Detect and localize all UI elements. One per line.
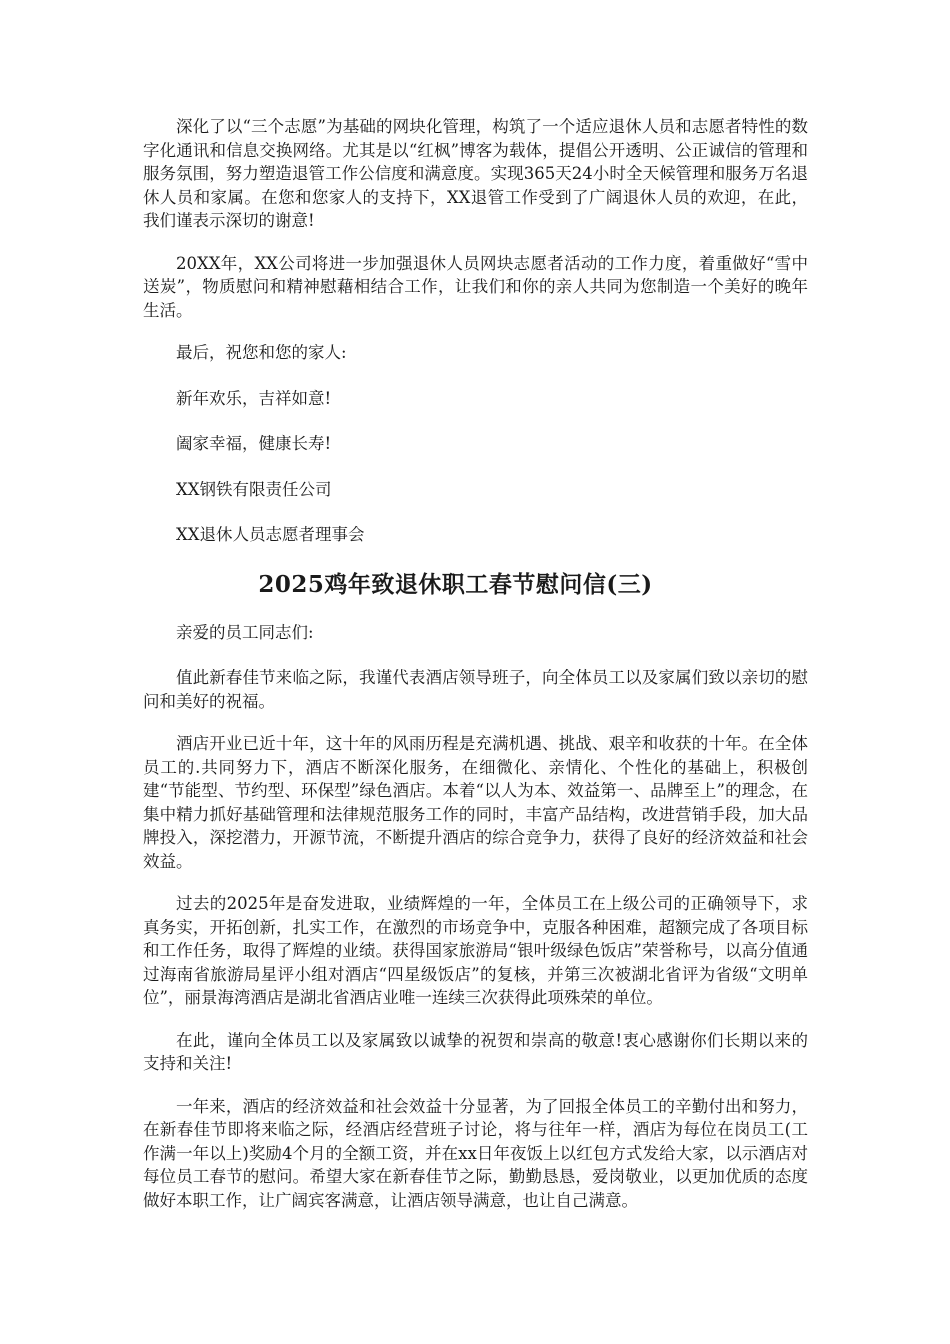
paragraph: 深化了以“三个志愿”为基础的网块化管理，构筑了一个适应退休人员和志愿者特性的数字化通讯和信息交换网络。尤其是以“红枫”博客为载体，提倡公开透明、公正诚信的管理和服务氛围，努力塑造退管工作公信度和满意度。实现365天24小时全天候管理和服务万名退休人员和家属。在您和您家人的支持下，XX退管工作受到了广阔退休人员的欢迎，在此，我们谨表示深切的谢意! (143, 117, 808, 230)
paragraph: 在此，谨向全体员工以及家属致以诚挚的祝贺和崇高的敬意!衷心感谢你们长期以来的支持和关注! (143, 1030, 808, 1073)
paragraph: 值此新春佳节来临之际，我谨代表酒店领导班子，向全体员工以及家属们致以亲切的慰问和美好的祝福。 (143, 668, 808, 711)
paragraph: 酒店开业已近十年，这十年的风雨历程是充满机遇、挑战、艰辛和收获的十年。在全体员工的.共同努力下，酒店不断深化服务，在细微化、亲情化、个性化的基础上，积极创建“节能型、节约型、环保型”绿色酒店。本着“以人为本、效益第一、品牌至上”的理念，在集中精力抓好基础管理和法律规范服务工作的同时，丰富产品结构，改进营销手段，加大品牌投入，深挖潜力，开源节流，不断提升酒店的综合竞争力，获得了良好的经济效益和社会效益。 (143, 734, 808, 871)
paragraph: 20XX年，XX公司将进一步加强退休人员网块志愿者活动的工作力度，着重做好“雪中送炭”，物质慰问和精神慰藉相结合工作，让我们和你的亲人共同为您制造一个美好的晚年生活。 (143, 253, 808, 320)
paragraph: 一年来，酒店的经济效益和社会效益十分显著，为了回报全体员工的辛勤付出和努力，在新春佳节即将来临之际，经酒店经营班子讨论，将与往年一样，酒店为每位在岗员工(工作满一年以上)奖励4个月的全额工资，并在xx日年夜饭上以红包方式发给大家，以示酒店对每位员工春节的慰问。希望大家在新春佳节之际，勤勤恳恳，爱岗敬业，以更加优质的态度做好本职工作，让广阔宾客满意，让酒店领导满意，也让自己满意。 (143, 1096, 808, 1210)
section-title: 2025鸡年致退休职工春节慰问信(三) (258, 570, 653, 598)
wish-line: 新年欢乐，吉祥如意! (176, 388, 332, 408)
document-body (143, 115, 808, 1231)
salutation: 亲爱的员工同志们: (176, 622, 314, 642)
signature-council: XX退休人员志愿者理事会 (176, 525, 365, 544)
signature-company: XX钢铁有限责任公司 (176, 479, 332, 499)
paragraph: 过去的2025年是奋发进取，业绩辉煌的一年，全体员工在上级公司的正确领导下，求真务实，开拓创新，扎实工作，在激烈的市场竞争中，克服各种困难，超额完成了各项目标和工作任务，取得了辉煌的业绩。获得国家旅游局“银叶级绿色饭店”荣誉称号，以高分值通过海南省旅游局星评小组对酒店“四星级饭店”的复核，并第三次被湖北省评为省级“文明单位”，丽景海湾酒店是湖北省酒店业唯一连续三次获得此项殊荣的单位。 (143, 894, 808, 1007)
greeting-line: 最后，祝您和您的家人: (176, 343, 347, 362)
wish-line: 阖家幸福，健康长寿! (176, 434, 332, 453)
